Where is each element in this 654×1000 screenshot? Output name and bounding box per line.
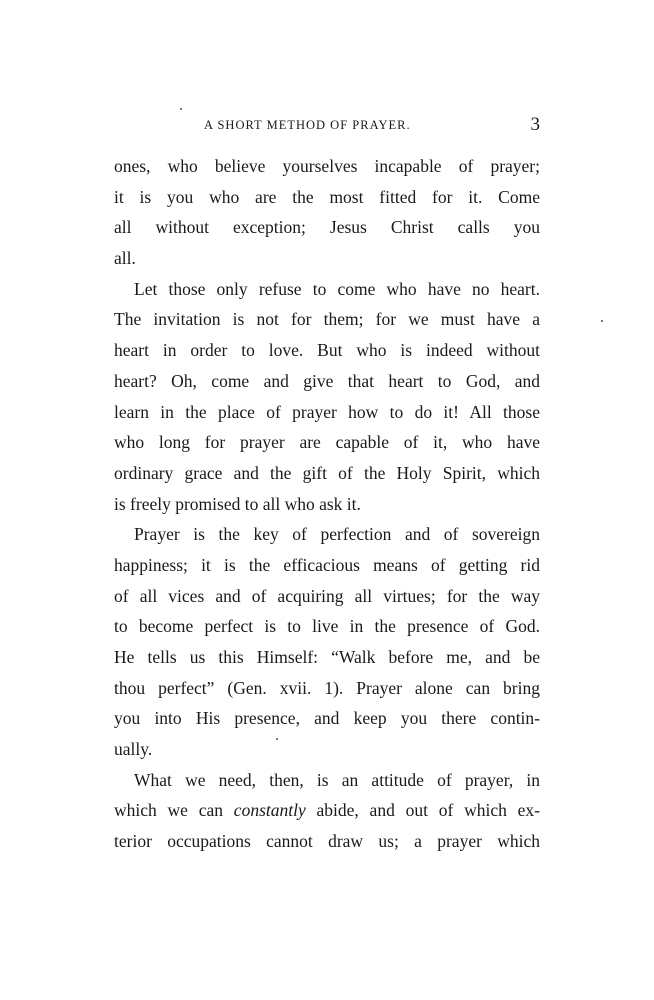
- running-head: [114, 116, 540, 136]
- text-line: thou perfect” (Gen. xvii. 1). Prayer alone can bring: [114, 677, 540, 698]
- text-line: He tells us this Himself: “Walk before me, and be: [114, 647, 540, 667]
- text-line: [114, 795, 540, 826]
- text-line: The invitation is not for them; for we must have a: [114, 309, 540, 330]
- text-segment: which we can: [114, 800, 234, 821]
- text-line: ordinary grace and the gift of the Holy Spirit, which: [114, 462, 540, 483]
- text-line: heart? Oh, come and give that heart to God, and: [114, 370, 540, 391]
- emphasized-word: constantly: [233, 800, 306, 821]
- text-line: it is you who are the most fitted for it. Come: [114, 186, 540, 207]
- text-line: ones, who believe yourselves incapable of prayer;: [114, 156, 540, 176]
- text-line: Let those only refuse to come who have no heart.: [134, 278, 540, 299]
- text-line: you into His presence, and keep you there contin-: [114, 708, 540, 729]
- text-line: Prayer is the key of perfection and of sovereign: [134, 524, 540, 545]
- body-text: [114, 151, 540, 857]
- text-line: heart in order to love. But who is indeed without: [114, 340, 540, 361]
- scan-speck: [601, 320, 603, 322]
- scan-speck: [276, 738, 278, 740]
- text-line: terior occupations cannot draw us; a prayer which: [114, 831, 540, 852]
- text-line: to become perfect is to live in the presence of God.: [114, 616, 540, 637]
- text-line: who long for prayer are capable of it, who have: [114, 432, 540, 453]
- running-title: A SHORT METHOD OF PRAYER.: [204, 118, 411, 132]
- scan-speck: [180, 108, 182, 110]
- text-line: is freely promised to all who ask it.: [114, 493, 361, 514]
- text-line: of all vices and of acquiring all virtues; for the way: [114, 585, 540, 606]
- text-line: learn in the place of prayer how to do it! All those: [114, 401, 540, 422]
- text-segment: What we need, then, is an attitude of prayer, in: [134, 769, 540, 790]
- text-line: all without exception; Jesus Christ calls you: [114, 217, 540, 238]
- page-number: 3: [530, 114, 540, 135]
- text-segment: abide, and out of which ex-: [305, 800, 540, 821]
- text-line: happiness; it is the efficacious means of getting rid: [114, 554, 540, 575]
- text-line: [114, 765, 540, 796]
- text-line: all.: [114, 248, 136, 269]
- text-line: ually.: [114, 739, 153, 760]
